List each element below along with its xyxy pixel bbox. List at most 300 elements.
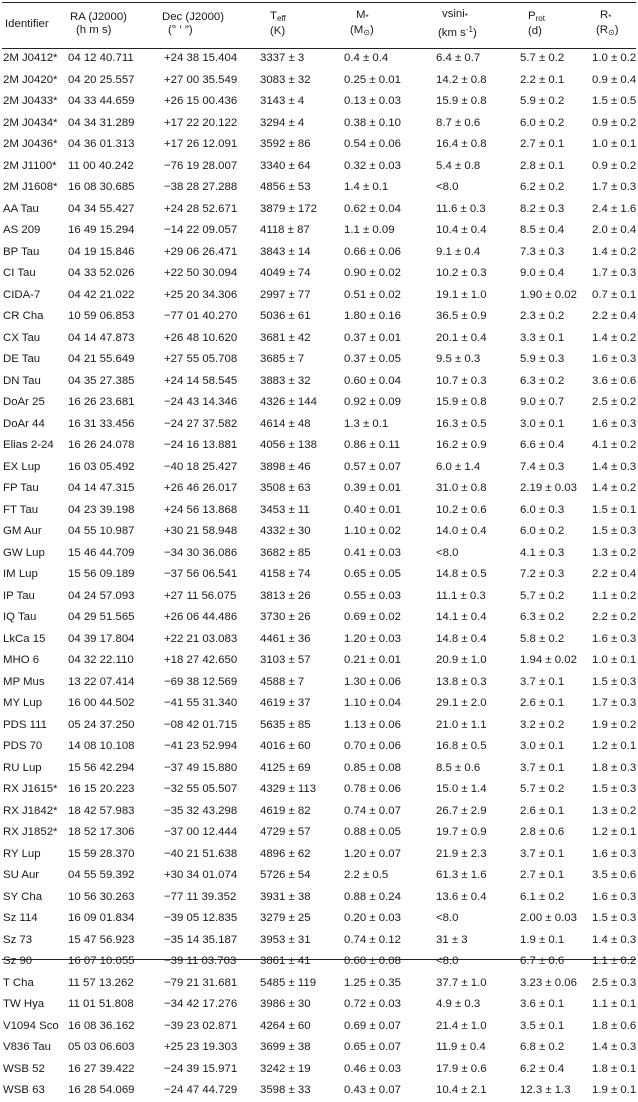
vsini-cell: 37.7 ± 1.0 (436, 976, 487, 989)
vsini-cell: 20.9 ± 1.0 (436, 654, 487, 666)
ra-cell: 18 52 17.306 (68, 826, 135, 838)
prot-cell: 8.2 ± 0.3 (520, 202, 565, 215)
dec-cell: −39 23 02.871 (164, 1019, 238, 1032)
identifier-cell: PDS 70 (3, 740, 43, 752)
prot-cell: 6.0 ± 0.2 (520, 525, 565, 537)
table-row (0, 328, 638, 350)
mass-cell: 0.65 ± 0.07 (344, 1041, 401, 1053)
mass-cell: 0.69 ± 0.07 (344, 1019, 401, 1032)
vsini-cell: 31.0 ± 0.8 (436, 482, 487, 494)
prot-cell: 4.1 ± 0.3 (520, 546, 565, 559)
teff-cell: 4016 ± 60 (260, 740, 311, 752)
identifier-cell: 2M J0436* (3, 138, 58, 150)
dec-cell: +30 34 01.074 (164, 869, 238, 881)
table-row (0, 887, 638, 909)
mass-cell: 1.20 ± 0.07 (344, 847, 401, 860)
radius-cell: 2.5 ± 0.3 (592, 976, 637, 989)
header-mass-sun-symbol: ⊙ (363, 28, 370, 37)
radius-cell: 1.2 ± 0.1 (592, 826, 637, 838)
vsini-cell: 10.4 ± 2.1 (436, 1084, 487, 1096)
identifier-cell: GM Aur (3, 525, 42, 537)
radius-cell: 1.1 ± 0.1 (592, 998, 637, 1010)
teff-cell: 3898 ± 46 (260, 460, 311, 473)
table-row (0, 478, 638, 500)
identifier-cell: DoAr 44 (3, 417, 45, 430)
dec-cell: +25 23 19.303 (164, 1041, 238, 1053)
header-teff (254, 0, 338, 48)
identifier-cell: 2M J0412* (3, 52, 58, 64)
table-row (0, 457, 638, 479)
radius-cell: 1.4 ± 0.2 (592, 331, 637, 344)
mass-cell: 0.13 ± 0.03 (344, 95, 401, 107)
vsini-cell: 19.7 ± 0.9 (436, 826, 487, 838)
mass-cell: 0.38 ± 0.10 (344, 116, 401, 129)
prot-cell: 9.0 ± 0.4 (520, 267, 565, 279)
radius-cell: 1.6 ± 0.3 (592, 847, 637, 860)
dec-cell: −37 56 06.541 (164, 568, 238, 580)
mass-cell: 0.60 ± 0.08 (344, 955, 401, 967)
ra-cell: 16 00 44.502 (68, 697, 135, 709)
vsini-cell: 13.6 ± 0.4 (436, 890, 487, 903)
radius-cell: 1.5 ± 0.3 (592, 912, 637, 924)
dec-cell: −76 19 28.007 (164, 159, 238, 172)
teff-cell: 5485 ± 119 (260, 976, 317, 989)
dec-cell: +27 00 35.549 (164, 73, 238, 86)
dec-cell: −24 27 37.582 (164, 417, 238, 430)
identifier-cell: PDS 111 (3, 718, 47, 731)
mass-cell: 0.37 ± 0.01 (344, 331, 401, 344)
identifier-cell: DN Tau (3, 374, 41, 387)
ra-cell: 04 14 47.315 (68, 482, 135, 494)
prot-cell: 5.7 ± 0.2 (520, 589, 565, 602)
mass-cell: 0.85 ± 0.08 (344, 761, 401, 774)
vsini-cell: 15.0 ± 1.4 (436, 783, 487, 795)
dec-cell: +24 28 52.671 (164, 202, 238, 215)
mass-cell: 0.70 ± 0.06 (344, 740, 401, 752)
table-row (0, 801, 638, 823)
ra-cell: 16 03 05.492 (68, 460, 135, 473)
prot-cell: 6.2 ± 0.2 (520, 181, 565, 193)
prot-cell: 3.23 ± 0.06 (520, 976, 577, 989)
prot-cell: 3.7 ± 0.1 (520, 761, 565, 774)
identifier-cell: 2M J1608* (3, 181, 58, 193)
mass-cell: 1.80 ± 0.16 (344, 310, 401, 322)
prot-cell: 2.8 ± 0.6 (520, 826, 565, 838)
vsini-cell: <8.0 (436, 181, 459, 193)
dec-cell: +26 48 10.620 (164, 331, 238, 344)
dec-cell: −39 11 03.703 (164, 955, 237, 967)
dec-cell: +27 55 05.708 (164, 353, 238, 365)
table-row (0, 650, 638, 672)
table-row (0, 693, 638, 715)
table-row (0, 607, 638, 629)
mass-cell: 0.92 ± 0.09 (344, 396, 401, 408)
prot-cell: 2.8 ± 0.1 (520, 159, 565, 172)
ra-cell: 16 31 33.456 (68, 417, 135, 430)
prot-cell: 5.8 ± 0.2 (520, 632, 565, 645)
table-row (0, 629, 638, 651)
header-teff-subscript: eff (276, 14, 286, 23)
mass-cell: 0.88 ± 0.05 (344, 826, 401, 838)
mass-cell: 0.51 ± 0.02 (344, 288, 401, 301)
ra-cell: 16 27 39.422 (68, 1062, 135, 1075)
teff-cell: 3340 ± 64 (260, 159, 311, 172)
prot-cell: 2.3 ± 0.2 (520, 310, 565, 322)
identifier-cell: 2M J0434* (3, 116, 58, 129)
header-vsini-unit-open: (km s (438, 27, 466, 39)
mass-cell: 0.57 ± 0.07 (344, 460, 401, 473)
radius-cell: 1.6 ± 0.3 (592, 632, 637, 645)
prot-cell: 3.7 ± 0.1 (520, 847, 565, 860)
mass-cell: 1.3 ± 0.1 (344, 417, 389, 430)
table-row (0, 414, 638, 436)
identifier-cell: DE Tau (3, 353, 41, 365)
header-row (0, 0, 638, 48)
teff-cell: 3813 ± 26 (260, 589, 311, 602)
teff-cell: 3986 ± 30 (260, 998, 311, 1010)
mass-cell: 1.4 ± 0.1 (344, 181, 389, 193)
ra-cell: 10 59 06.853 (68, 310, 135, 322)
ra-cell: 04 23 39.198 (68, 503, 135, 516)
vsini-cell: 16.2 ± 0.9 (436, 439, 487, 451)
radius-cell: 1.7 ± 0.3 (592, 267, 637, 279)
mass-cell: 0.39 ± 0.01 (344, 482, 401, 494)
ra-cell: 15 56 42.294 (68, 761, 135, 774)
teff-cell: 3931 ± 38 (260, 890, 311, 903)
vsini-cell: 10.2 ± 0.3 (436, 267, 487, 279)
identifier-cell: Sz 114 (3, 912, 38, 924)
radius-cell: 3.5 ± 0.6 (592, 869, 637, 881)
header-identifier (0, 0, 66, 48)
teff-cell: 4619 ± 37 (260, 697, 311, 709)
vsini-cell: 14.2 ± 0.8 (436, 73, 487, 86)
ra-cell: 05 03 06.603 (68, 1041, 135, 1053)
radius-cell: 2.5 ± 0.2 (592, 396, 637, 408)
teff-cell: 3143 ± 4 (260, 95, 305, 107)
identifier-cell: EX Lup (3, 460, 41, 473)
dec-cell: +26 06 44.486 (164, 611, 238, 623)
ra-cell: 04 55 59.392 (68, 869, 135, 881)
mass-cell: 0.54 ± 0.06 (344, 138, 401, 150)
vsini-cell: 20.1 ± 0.4 (436, 331, 487, 344)
radius-cell: 1.4 ± 0.3 (592, 1041, 637, 1053)
dec-cell: −41 55 31.340 (164, 697, 238, 709)
table-body (0, 48, 638, 1102)
ra-cell: 04 14 47.873 (68, 331, 135, 344)
teff-cell: 3879 ± 172 (260, 202, 317, 215)
ra-cell: 16 07 10.055 (68, 955, 135, 967)
table-row (0, 156, 638, 178)
vsini-cell: 9.1 ± 0.4 (436, 245, 481, 258)
mass-cell: 0.46 ± 0.03 (344, 1062, 401, 1075)
teff-cell: 3953 ± 31 (260, 933, 311, 946)
table-row (0, 70, 638, 92)
identifier-cell: V1094 Sco (3, 1019, 59, 1032)
radius-cell: 3.6 ± 0.6 (592, 374, 637, 387)
identifier-cell: DoAr 25 (3, 396, 45, 408)
mass-cell: 0.62 ± 0.04 (344, 202, 401, 215)
header-prot-unit: (d) (528, 25, 542, 37)
radius-cell: 1.6 ± 0.3 (592, 890, 637, 903)
table-row (0, 113, 638, 135)
ra-cell: 16 08 30.685 (68, 181, 135, 193)
header-vsini (422, 0, 510, 48)
teff-cell: 3681 ± 42 (260, 331, 311, 344)
table-row (0, 973, 638, 995)
teff-cell: 4461 ± 36 (260, 632, 311, 645)
radius-cell: 4.1 ± 0.2 (592, 439, 637, 451)
table-row (0, 306, 638, 328)
radius-cell: 2.2 ± 0.4 (592, 568, 637, 580)
prot-cell: 2.7 ± 0.1 (520, 869, 565, 881)
prot-cell: 1.94 ± 0.02 (520, 654, 577, 666)
vsini-cell: 14.8 ± 0.4 (436, 632, 487, 645)
identifier-cell: SY Cha (3, 890, 43, 903)
header-mass-symbol: M (356, 9, 366, 21)
vsini-cell: 26.7 ± 2.9 (436, 804, 487, 817)
teff-cell: 3294 ± 4 (260, 116, 305, 129)
radius-cell: 1.8 ± 0.6 (592, 1019, 637, 1032)
vsini-cell: 19.1 ± 1.0 (436, 288, 487, 301)
teff-cell: 3242 ± 19 (260, 1062, 311, 1075)
header-radius-unit-close: ) (614, 24, 619, 36)
prot-cell: 6.3 ± 0.2 (520, 374, 565, 387)
prot-cell: 6.0 ± 0.3 (520, 503, 565, 516)
header-dec (158, 0, 254, 48)
teff-cell: 4729 ± 57 (260, 826, 311, 838)
table-row (0, 371, 638, 393)
vsini-cell: 11.9 ± 0.4 (436, 1041, 486, 1053)
teff-cell: 5635 ± 85 (260, 718, 311, 731)
teff-cell: 4332 ± 30 (260, 525, 311, 537)
table-row (0, 672, 638, 694)
prot-cell: 6.3 ± 0.2 (520, 611, 565, 623)
header-radius-unit-open: (R (596, 24, 609, 36)
teff-cell: 3279 ± 25 (260, 912, 311, 924)
identifier-cell: GW Lup (3, 546, 45, 559)
teff-cell: 3685 ± 7 (260, 353, 305, 365)
table-row (0, 435, 638, 457)
identifier-cell: RY Lup (3, 847, 41, 860)
table-row (0, 91, 638, 113)
prot-cell: 6.2 ± 0.4 (520, 1062, 565, 1075)
header-dec-title: Dec (J2000) (162, 11, 225, 23)
prot-cell: 6.7 ± 0.6 (520, 955, 565, 967)
teff-cell: 3682 ± 85 (260, 546, 311, 559)
prot-cell: 3.0 ± 0.1 (520, 740, 565, 752)
table-row (0, 779, 638, 801)
vsini-cell: 21.4 ± 1.0 (436, 1019, 487, 1032)
header-dec-unit: (° ′ ″) (168, 24, 193, 36)
vsini-cell: <8.0 (436, 955, 459, 967)
vsini-cell: 15.9 ± 0.8 (436, 95, 487, 107)
vsini-cell: 10.4 ± 0.4 (436, 224, 487, 236)
identifier-cell: AA Tau (3, 202, 39, 215)
header-radius-subscript: * (608, 13, 612, 22)
identifier-cell: CX Tau (3, 331, 41, 344)
teff-cell: 4614 ± 48 (260, 417, 311, 430)
prot-cell: 2.7 ± 0.1 (520, 138, 565, 150)
identifier-cell: Sz 73 (3, 933, 33, 946)
vsini-cell: 61.3 ± 1.6 (436, 869, 487, 881)
vsini-cell: 6.4 ± 0.7 (436, 52, 481, 64)
radius-cell: 1.3 ± 0.2 (592, 804, 637, 817)
radius-cell: 1.5 ± 0.3 (592, 675, 637, 688)
teff-cell: 3508 ± 63 (260, 482, 311, 494)
vsini-cell: 36.5 ± 0.9 (436, 310, 487, 322)
teff-cell: 3103 ± 57 (260, 654, 311, 666)
prot-cell: 6.8 ± 0.2 (520, 1041, 565, 1053)
vsini-cell: 10.7 ± 0.3 (436, 374, 487, 387)
teff-cell: 4264 ± 60 (260, 1019, 311, 1032)
vsini-cell: 8.5 ± 0.6 (436, 761, 481, 774)
header-radius-sun-symbol: ⊙ (608, 28, 615, 37)
teff-cell: 4125 ± 69 (260, 761, 311, 774)
prot-cell: 2.00 ± 0.03 (520, 912, 577, 924)
identifier-cell: LkCa 15 (3, 632, 46, 645)
mass-cell: 0.25 ± 0.01 (344, 73, 401, 86)
prot-cell: 7.3 ± 0.3 (520, 245, 565, 258)
ra-cell: 16 15 20.223 (68, 783, 135, 795)
vsini-cell: 6.0 ± 1.4 (436, 460, 481, 473)
teff-cell: 3083 ± 32 (260, 73, 311, 86)
identifier-cell: RX J1842* (3, 804, 58, 817)
table-row (0, 349, 638, 371)
teff-cell: 4896 ± 62 (260, 847, 311, 860)
teff-cell: 3598 ± 33 (260, 1084, 311, 1096)
dec-cell: +17 26 12.091 (164, 138, 238, 150)
vsini-cell: 16.4 ± 0.8 (436, 138, 487, 150)
ra-cell: 04 33 44.659 (68, 95, 135, 107)
ra-cell: 04 42 21.022 (68, 288, 135, 301)
mass-cell: 1.1 ± 0.09 (344, 224, 395, 236)
table-row (0, 844, 638, 866)
mass-cell: 0.69 ± 0.02 (344, 611, 401, 623)
dec-cell: +30 21 58.948 (164, 525, 238, 537)
teff-cell: 4326 ± 144 (260, 396, 317, 408)
ra-cell: 16 49 15.294 (68, 224, 135, 236)
teff-cell: 3883 ± 32 (260, 374, 311, 387)
table-row (0, 930, 638, 952)
identifier-cell: Sz 90 (3, 955, 33, 967)
ra-cell: 04 55 10.987 (68, 525, 135, 537)
ra-cell: 04 21 55.649 (68, 353, 135, 365)
radius-cell: 1.8 ± 0.1 (592, 1062, 637, 1075)
dec-cell: −40 18 25.427 (164, 460, 238, 473)
teff-cell: 4118 ± 87 (260, 224, 310, 236)
vsini-cell: 15.9 ± 0.8 (436, 396, 487, 408)
prot-cell: 1.9 ± 0.1 (520, 933, 565, 946)
ra-cell: 15 46 44.709 (68, 546, 135, 559)
identifier-cell: IM Lup (3, 568, 38, 580)
table-row (0, 715, 638, 737)
ra-cell: 04 29 51.565 (68, 611, 135, 623)
ra-cell: 10 56 30.263 (68, 890, 135, 903)
mass-cell: 1.10 ± 0.02 (344, 525, 401, 537)
dec-cell: −24 43 14.346 (164, 396, 238, 408)
identifier-cell: IQ Tau (3, 611, 37, 623)
dec-cell: −79 21 31.681 (164, 976, 238, 989)
mass-cell: 0.86 ± 0.11 (344, 439, 401, 451)
mass-cell: 1.25 ± 0.35 (344, 976, 401, 989)
radius-cell: 1.4 ± 0.2 (592, 482, 637, 494)
vsini-cell: 11.6 ± 0.3 (436, 202, 486, 215)
table-row (0, 865, 638, 887)
prot-cell: 3.5 ± 0.1 (520, 1019, 565, 1032)
vsini-cell: 5.4 ± 0.8 (436, 159, 481, 172)
table-row (0, 736, 638, 758)
dec-cell: −77 01 40.270 (164, 310, 238, 322)
radius-cell: 2.2 ± 0.2 (592, 611, 637, 623)
table-row (0, 242, 638, 264)
mass-cell: 0.60 ± 0.04 (344, 374, 401, 387)
identifier-cell: RX J1615* (3, 783, 58, 795)
teff-cell: 3337 ± 3 (260, 52, 305, 64)
table-row (0, 1037, 638, 1059)
dec-cell: −35 32 43.298 (164, 804, 238, 817)
identifier-cell: CR Cha (3, 310, 44, 322)
vsini-cell: 31 ± 3 (436, 933, 468, 946)
radius-cell: 1.5 ± 0.1 (592, 503, 637, 516)
radius-cell: 1.0 ± 0.1 (592, 654, 637, 666)
radius-cell: 1.4 ± 0.2 (592, 245, 637, 258)
radius-cell: 1.2 ± 0.1 (592, 740, 637, 752)
table-row (0, 500, 638, 522)
dec-cell: −39 05 12.835 (164, 912, 238, 924)
prot-cell: 9.0 ± 0.7 (520, 396, 565, 408)
mass-cell: 0.66 ± 0.06 (344, 245, 401, 258)
dec-cell: +27 11 56.075 (164, 589, 237, 602)
radius-cell: 1.6 ± 0.3 (592, 417, 637, 430)
identifier-cell: RX J1852* (3, 826, 58, 838)
dec-cell: −40 21 51.638 (164, 847, 238, 860)
table-row (0, 822, 638, 844)
ra-cell: 04 39 17.804 (68, 632, 135, 645)
header-prot-subscript: rot (535, 14, 545, 23)
table-row (0, 1080, 638, 1102)
dec-cell: +24 56 13.868 (164, 503, 238, 516)
prot-cell: 3.2 ± 0.2 (520, 718, 565, 731)
ra-cell: 04 20 25.557 (68, 73, 135, 86)
dec-cell: +22 50 30.094 (164, 267, 238, 279)
radius-cell: 1.0 ± 0.1 (592, 138, 637, 150)
header-mass-unit-close: ) (370, 24, 374, 36)
ra-cell: 04 33 52.026 (68, 267, 135, 279)
identifier-cell: TW Hya (3, 998, 45, 1010)
vsini-cell: 11.1 ± 0.3 (436, 589, 486, 602)
prot-cell: 6.1 ± 0.2 (520, 890, 565, 903)
header-radius-symbol: R (600, 9, 609, 21)
ra-cell: 04 12 40.711 (68, 52, 134, 64)
identifier-cell: 2M J1100* (3, 159, 57, 172)
teff-cell: 4056 ± 138 (260, 439, 317, 451)
prot-cell: 7.4 ± 0.3 (520, 460, 565, 473)
mass-cell: 0.55 ± 0.03 (344, 589, 401, 602)
identifier-cell: WSB 63 (3, 1084, 45, 1096)
dec-cell: −41 23 52.994 (164, 740, 238, 752)
identifier-cell: CIDA-7 (3, 288, 41, 301)
dec-cell: −24 39 15.971 (164, 1062, 238, 1075)
teff-cell: 4588 ± 7 (260, 675, 305, 688)
radius-cell: 0.9 ± 0.4 (592, 73, 637, 86)
radius-cell: 1.0 ± 0.2 (592, 52, 637, 64)
radius-cell: 1.1 ± 0.2 (592, 955, 637, 967)
header-mass-subscript: * (365, 13, 369, 22)
radius-cell: 1.9 ± 0.1 (592, 1084, 637, 1096)
ra-cell: 04 34 55.427 (68, 202, 135, 215)
prot-cell: 2.6 ± 0.1 (520, 804, 565, 817)
radius-cell: 0.9 ± 0.2 (592, 116, 637, 129)
